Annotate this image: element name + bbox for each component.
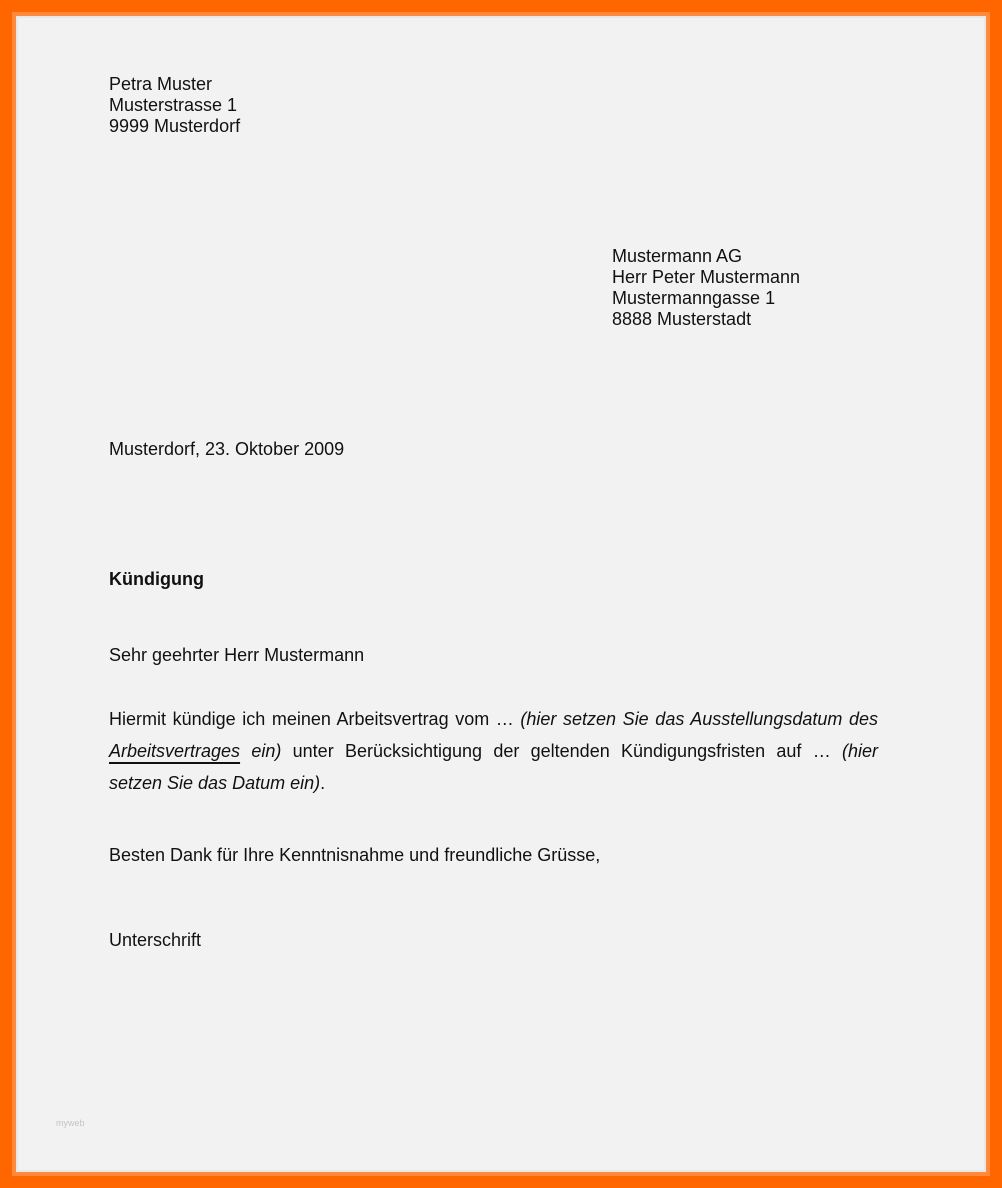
recipient-city: 8888 Musterstadt <box>612 309 752 329</box>
closing-line: Besten Dank für Ihre Kenntnisnahme und freundliche Grüsse, <box>109 845 601 865</box>
signature-line: Unterschrift <box>109 930 202 950</box>
sender-name: Petra Muster <box>109 74 213 94</box>
sender-address <box>109 74 240 137</box>
body-paragraph <box>109 703 878 799</box>
body-hint-1-underlined: Arbeitsvertrages <box>109 741 241 761</box>
body-hint-2: (hier setzen Sie das Datum ein) <box>109 741 879 793</box>
salutation: Sehr geehrter Herr Mustermann <box>109 645 365 665</box>
recipient-address <box>612 246 800 330</box>
body-hint-1-b: ein) <box>240 741 282 761</box>
sender-street: Musterstrasse 1 <box>109 95 238 115</box>
body-text-part3: . <box>320 773 326 793</box>
recipient-street: Mustermanngasse 1 <box>612 288 776 308</box>
body-text-part1: Hiermit kündige ich meinen Arbeitsvertrag vom … <box>109 709 521 729</box>
body-hint-1-a: (hier setzen Sie das Ausstellungsdatum des <box>520 709 878 729</box>
recipient-person: Herr Peter Mustermann <box>612 267 801 287</box>
body-text-part2: unter Berücksichtigung der geltenden Kündigungsfristen auf … <box>281 741 842 761</box>
date-line: Musterdorf, 23. Oktober 2009 <box>109 439 345 459</box>
subject-line: Kündigung <box>109 569 204 589</box>
sender-city: 9999 Musterdorf <box>109 116 241 136</box>
recipient-company: Mustermann AG <box>612 246 743 266</box>
watermark: myweb <box>56 1118 85 1128</box>
